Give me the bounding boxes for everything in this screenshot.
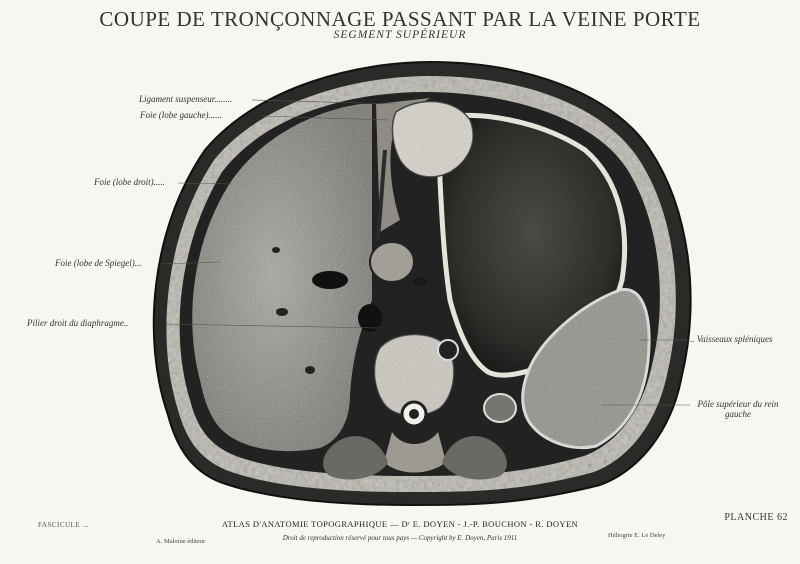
aorta: [438, 340, 458, 360]
copyright-line: Droit de reproduction réservé pour tous pays — Copyright by E. Doyen, Paris 1911: [282, 534, 518, 542]
publisher-credit: A. Maloine éditeur: [156, 538, 206, 545]
caudate-lobe: [370, 242, 414, 282]
plate-subtitle: SEGMENT SUPÉRIEUR: [333, 29, 467, 41]
label-pilier-diaphragme: Pilier droit du diaphragme..: [27, 318, 129, 328]
label-ligament-suspenseur: Ligament suspenseur........: [139, 94, 233, 104]
label-pole-rein: [690, 399, 786, 419]
fascicule-label: FASCICULE ...: [38, 521, 90, 529]
label-foie-lobe-spiegel: Foie (lobe de Spiegel)...: [55, 258, 142, 268]
plate-title: COUPE DE TRONÇONNAGE PASSANT PAR LA VEINE PORTE: [99, 7, 701, 31]
atlas-credit: ATLAS D'ANATOMIE TOPOGRAPHIQUE — Dʳ E. DOYEN - J.-P. BOUCHON - R. DOYEN: [221, 519, 579, 529]
label-foie-lobe-droit: Foie (lobe droit).....: [94, 177, 165, 187]
printer-credit: Héliogrie E. Le Deley: [608, 532, 666, 539]
plate-number: PLANCHE 62: [724, 512, 788, 523]
label-pole-rein-line1: Pôle supérieur du rein: [697, 399, 779, 409]
kidney-upper-pole: [484, 394, 516, 422]
label-foie-lobe-gauche: Foie (lobe gauche)......: [140, 110, 222, 120]
label-pole-rein-line2: gauche: [725, 409, 751, 419]
label-vaisseaux-spleniques: .. Vaisseaux spléniques: [690, 334, 773, 344]
